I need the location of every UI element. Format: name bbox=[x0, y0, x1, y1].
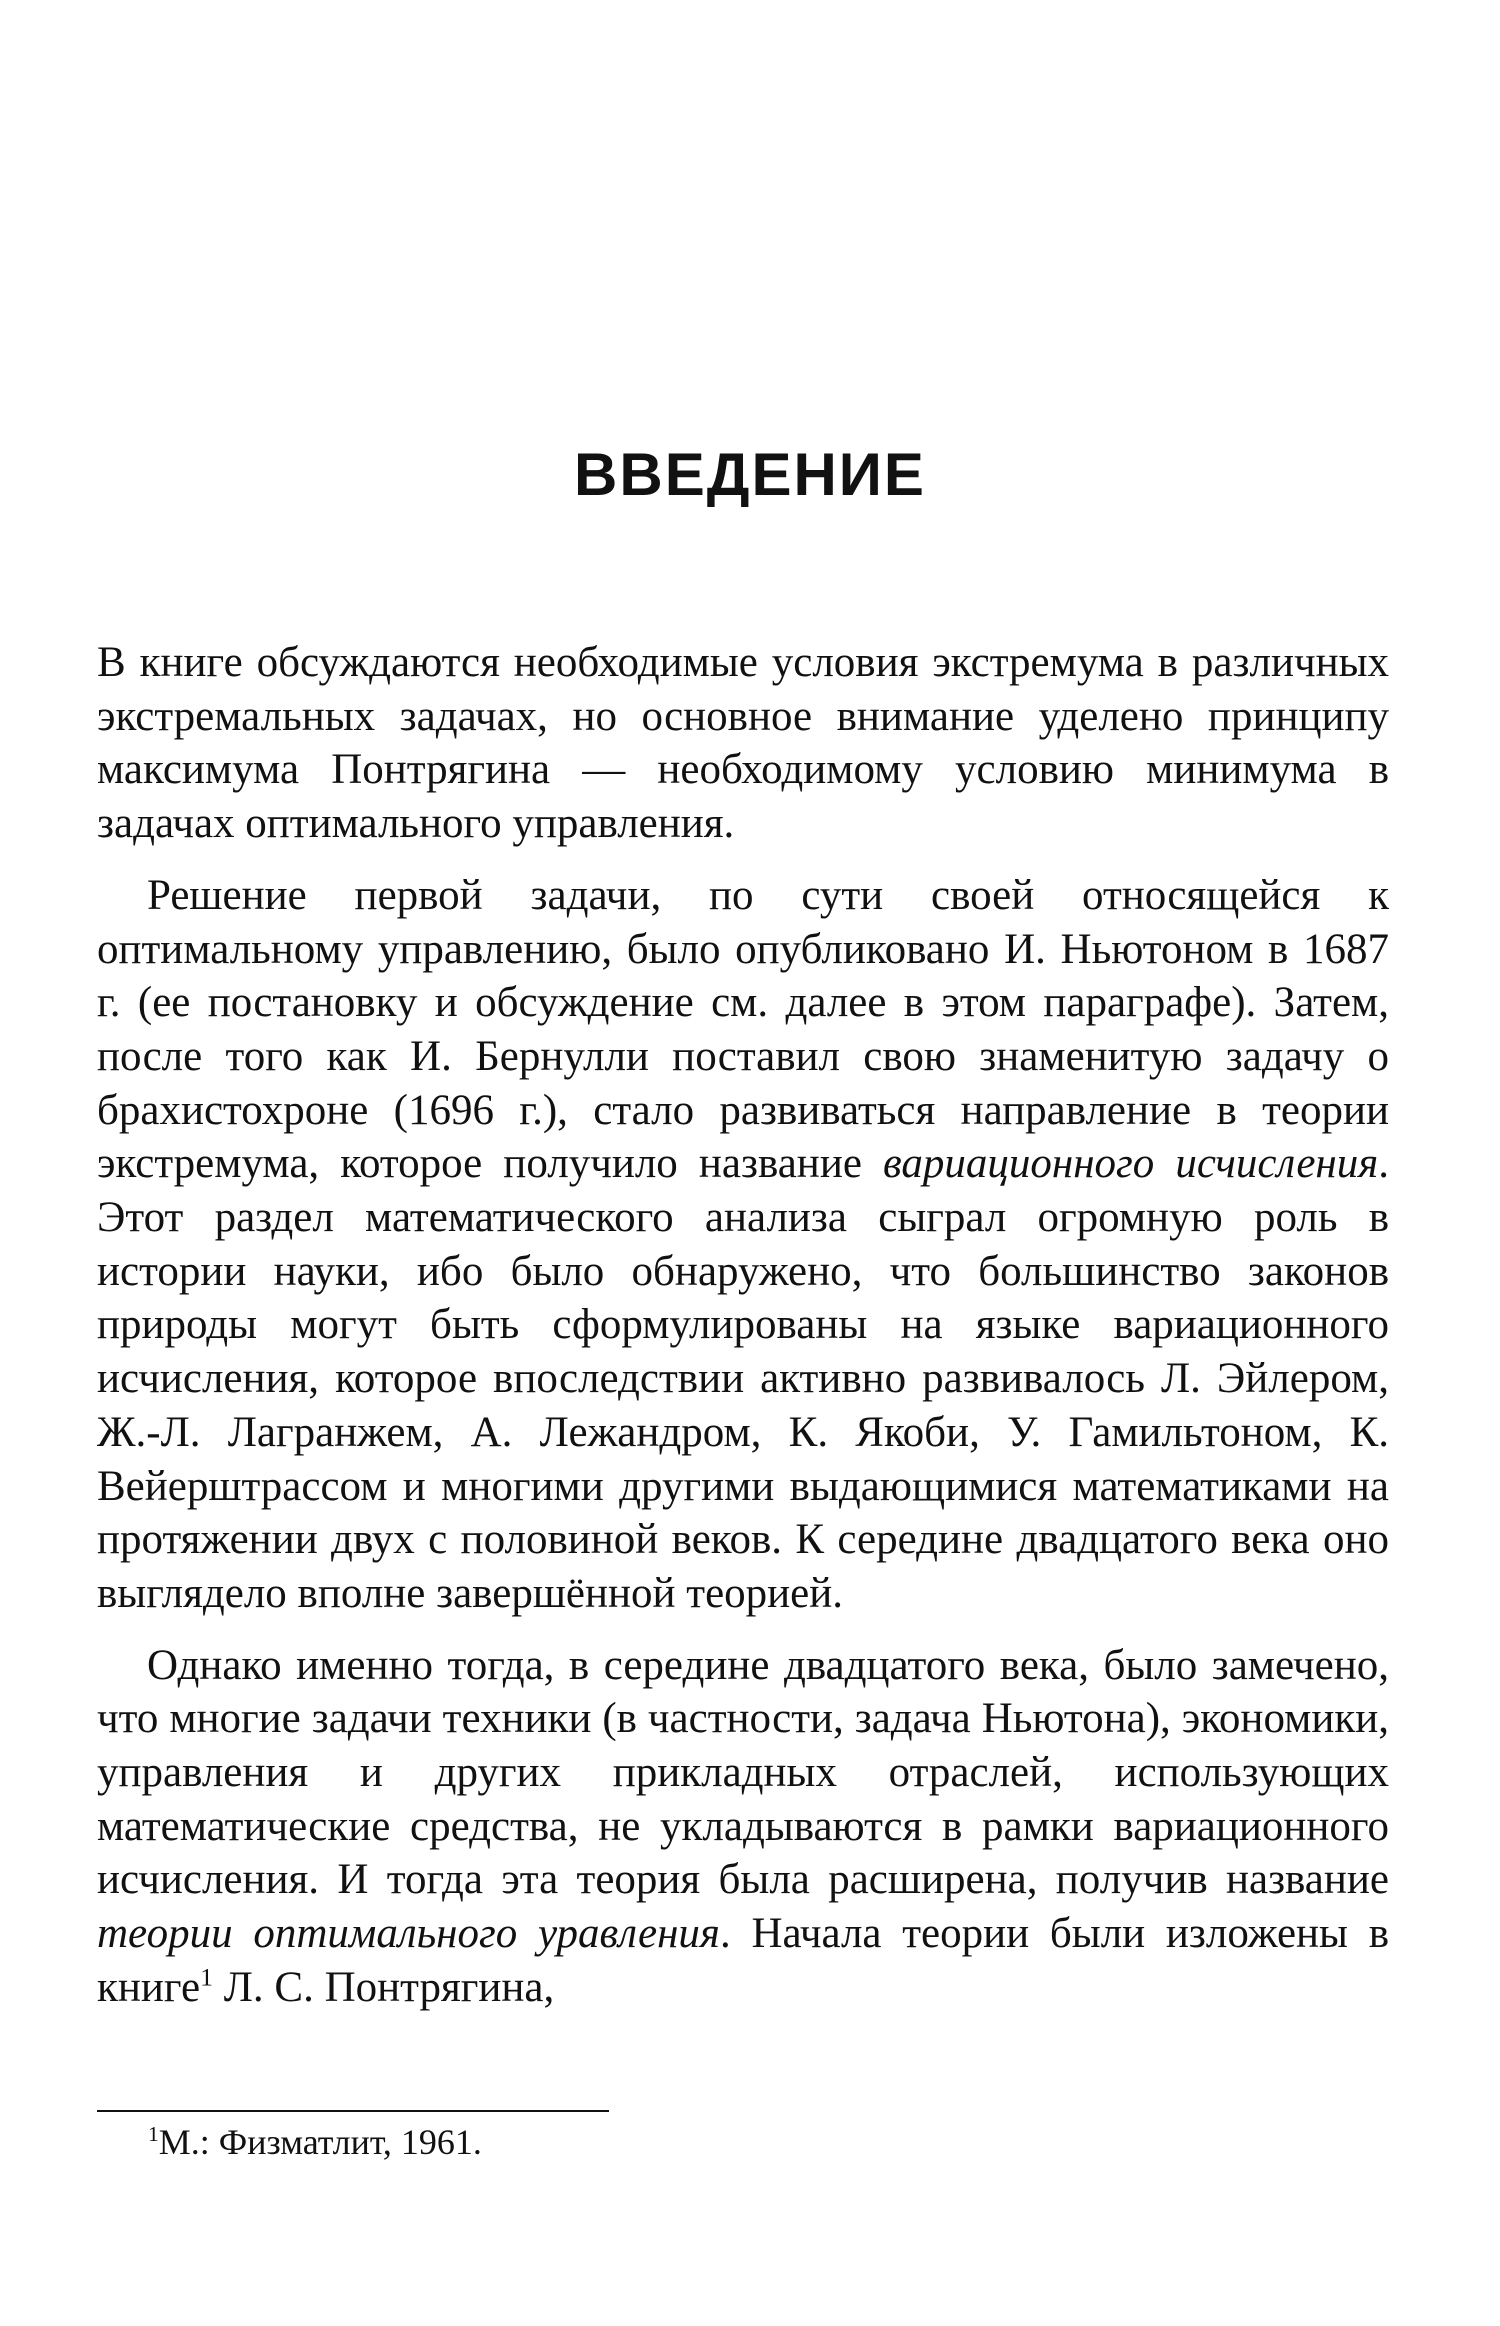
paragraph-2-text-a: Решение первой задачи, по сути своей относящейся к оптимальному управлению, было опубликовано И. Ньютоном в 1687 г. (ее постановку и обсуждение см. далее в этом параграфе). Затем, после того как И. Бернулли поставил свою знаменитую задачу о брахистохроне (1696 г.), стало развиваться направление в теории экстремума, которое получило название bbox=[97, 871, 1389, 1188]
paragraph-3-text-a: Однако именно тогда, в середине двадцатого века, было замечено, что многие задачи техники (в частности, задача Ньютона), экономики, управления и других прикладных отраслей, использующих математические средства, не укладываются в рамки вариационного исчисления. И тогда эта теория была расширена, получив название bbox=[97, 1641, 1389, 1904]
body-text bbox=[97, 636, 1389, 2033]
footnote-marker: 1 bbox=[148, 2122, 159, 2146]
paragraph-1-text: В книге обсуждаются необходимые условия экстремума в различных экстремальных задачах, но основное внимание уделено принципу максимума Понтрягина — необходимому условию минимума в задачах оптимального управления. bbox=[97, 639, 1389, 848]
paragraph-3-text-b: . Начала теории были изложены в книге bbox=[97, 1910, 1390, 2011]
term-variational-calculus: вариационного исчисления bbox=[883, 1140, 1379, 1188]
paragraph-3 bbox=[97, 1639, 1389, 2015]
footnote-divider bbox=[97, 2110, 609, 2112]
paragraph-2-text-b: . Этот раздел математического анализа сыграл огромную роль в истории науки, ибо было обнаружено, что большинство законов природы могут быть сформулированы на языке вариационного исчисления, которое впоследствии активно развивалось Л. Эйлером, Ж.-Л. Лагранжем, А. Лежандром, К. Якоби, У. Гамильтоном, К. Вейерштрассом и многими другими выдающимися математиками на протяжении двух с половиной веков. К середине двадцатого века оно выглядело вполне завершённой теорией. bbox=[97, 1140, 1389, 1617]
paragraph-2 bbox=[97, 869, 1389, 1621]
paragraph-1 bbox=[97, 636, 1389, 851]
paragraph-3-text-c: Л. С. Понтрягина, bbox=[212, 1963, 555, 2011]
term-optimal-control: теории оптимального уравления bbox=[97, 1910, 720, 1958]
chapter-heading: ВВЕДЕНИЕ bbox=[574, 441, 926, 508]
footnote-reference[interactable]: 1 bbox=[200, 1962, 213, 1992]
footnote bbox=[148, 2120, 482, 2164]
footnote-text: М.: Физматлит, 1961. bbox=[158, 2122, 482, 2162]
